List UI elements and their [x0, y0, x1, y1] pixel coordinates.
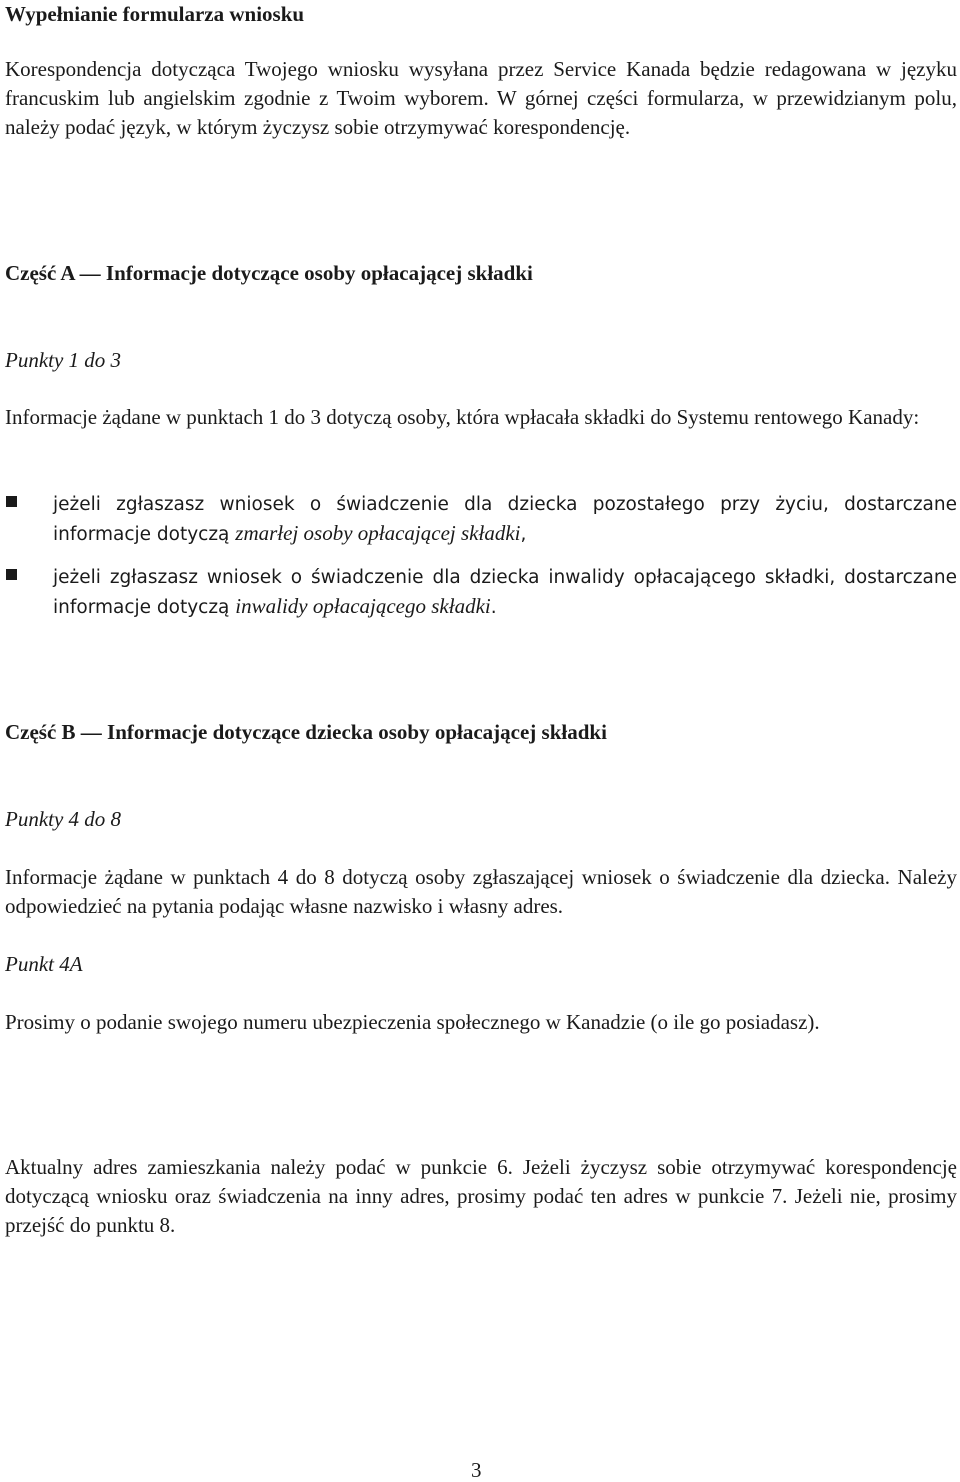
address-paragraph: Aktualny adres zamieszkania należy podać w punkcie 6. Jeżeli życzysz sobie otrzymywać korespondencję dotyczącą wniosku oraz świadczenia na inny adres, prosimy podać ten adres w punkcie 7. Jeżeli nie, prosimy przejść do punktu 8.	[5, 1155, 957, 1237]
point-4a-text: Prosimy o podanie swojego numeru ubezpieczenia społecznego w Kanadzie (o ile go posiadasz).	[5, 1010, 820, 1034]
part-a-bullet-item	[5, 489, 957, 549]
part-a-bullet-list	[5, 489, 957, 622]
page-number: 3	[471, 1458, 482, 1482]
part-a-title: Część A — Informacje dotyczące osoby opłacającej składki	[5, 261, 533, 285]
part-a-subhead: Punkty 1 do 3	[5, 348, 122, 372]
bullet-end: ,	[520, 524, 527, 545]
square-bullet-icon	[6, 496, 17, 507]
part-a-intro: Informacje żądane w punktach 1 do 3 dotyczą osoby, która wpłacała składki do Systemu rentowego Kanady:	[5, 405, 920, 429]
part-a-bullet-item	[5, 562, 957, 622]
point-4a-label: Punkt 4A	[5, 952, 83, 976]
bullet-emphasis: inwalidy opłacającego składki	[235, 594, 491, 618]
document-title: Wypełnianie formularza wniosku	[5, 2, 305, 26]
bullet-text: jeżeli zgłaszasz wniosek o świadczenie dla dziecka inwalidy opłacającego składki, dostarczane informacje dotyczą	[53, 567, 957, 618]
square-bullet-icon	[6, 569, 17, 580]
part-b-title: Część B — Informacje dotyczące dziecka osoby opłacającej składki	[5, 720, 607, 744]
part-b-intro: Informacje żądane w punktach 4 do 8 dotyczą osoby zgłaszającej wniosek o świadczenie dla dziecka. Należy odpowiedzieć na pytania podając własne nazwisko i własny adres.	[5, 865, 957, 918]
bullet-text: jeżeli zgłaszasz wniosek o świadczenie dla dziecka pozostałego przy życiu, dostarczane informacje dotyczą	[53, 494, 957, 545]
bullet-end: .	[490, 597, 497, 618]
bullet-emphasis: zmarłej osoby opłacającej składki	[235, 521, 521, 545]
part-b-subhead: Punkty 4 do 8	[5, 807, 122, 831]
intro-paragraph: Korespondencja dotycząca Twojego wniosku wysyłana przez Service Kanada będzie redagowana w języku francuskim lub angielskim zgodnie z Twoim wyborem. W górnej części formularza, w przewidzianym polu, należy podać język, w którym życzysz sobie otrzymywać korespondencję.	[5, 57, 957, 139]
